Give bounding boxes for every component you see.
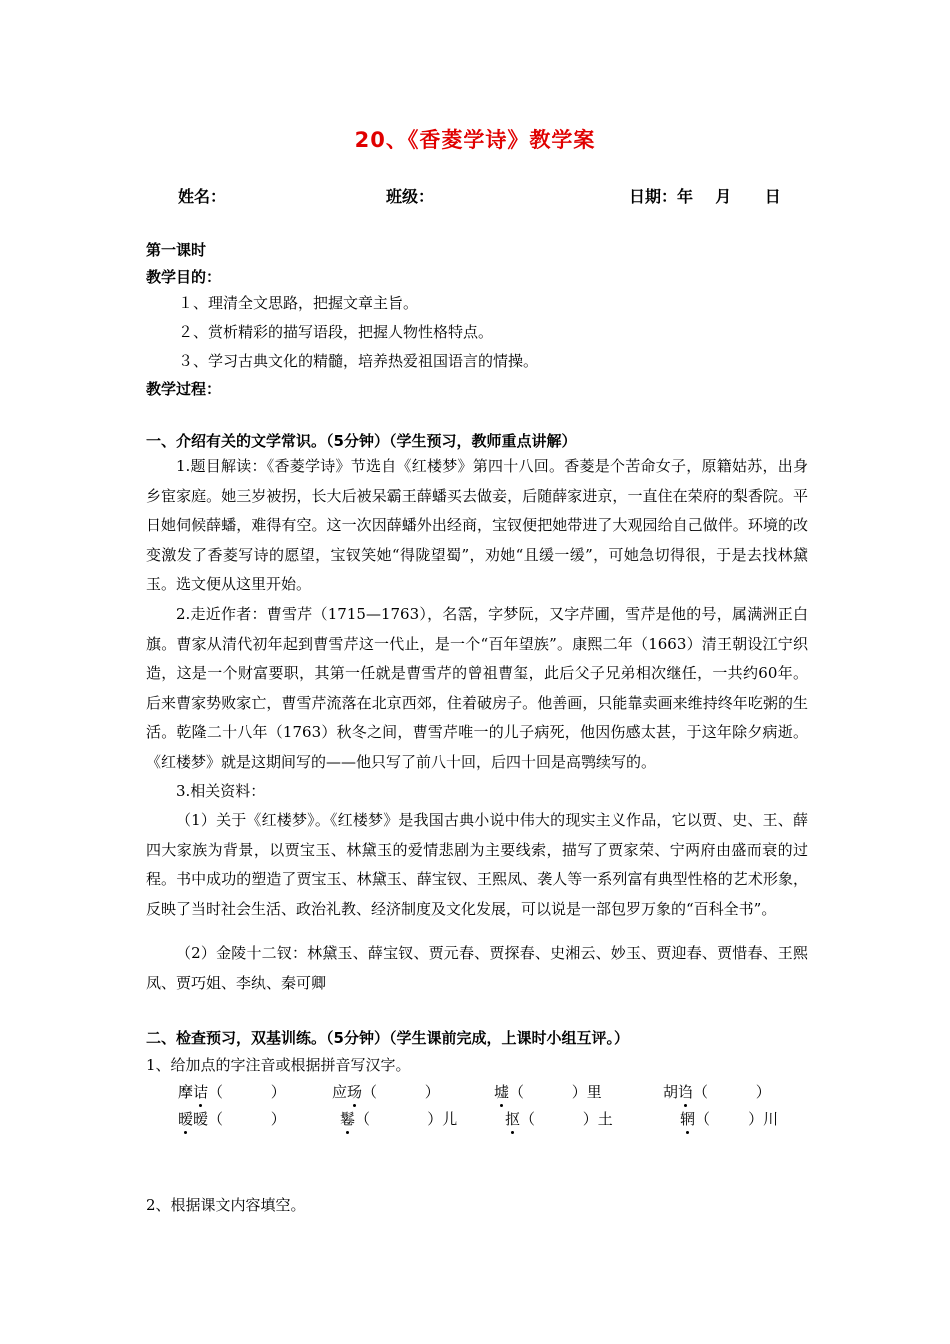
pinyin-item: 抠（ ）土 (505, 1110, 613, 1128)
question-1: 1、给加点的字注音或根据拼音写汉字。 (146, 1056, 411, 1074)
lesson-label: 第一课时 (146, 241, 207, 259)
goal-item: １、理清全文思路，把握文章主旨。 (178, 294, 419, 312)
pinyin-item: 墟（ ）里 (494, 1083, 602, 1101)
paragraph-title-explanation: 1.题目解读：《香菱学诗》节选自《红楼梦》第四十八回。香菱是个苦命女子，原籍姑苏，出身乡宦家庭。她三岁被拐，长大后被呆霸王薛蟠买去做妾，后随薛家进京，一直住在荣府的梨香院。平日她伺候薛蟠，难得有空。这一次因薛蟠外出经商，宝钗便把她带进了大观园给自己做伴。环境的改变激发了香菱写诗的愿望，宝钗笑她“得陇望蜀”，劝她“且缓一缓”，可她急切得很，于是去找林黛玉。选文便从这里开始。 (146, 457, 808, 593)
section2-heading: 二、检查预习，双基训练。（5分钟）（学生课前完成，上课时小组互评。） (146, 1029, 629, 1047)
pinyin-item: 应玚（ ） (332, 1083, 440, 1101)
pinyin-item: 暧暧（ ） (178, 1110, 286, 1128)
pinyin-row-1 (0, 1081, 950, 1107)
process-heading: 教学过程： (146, 380, 222, 398)
pinyin-item: 辋（ ）川 (680, 1110, 779, 1128)
date-label: 日期：年 月 日 (629, 187, 781, 206)
document-title: 20、《香菱学诗》教学案 (354, 128, 596, 152)
question-2: 2、根据课文内容填空。 (146, 1196, 306, 1214)
name-label: 姓名： (178, 187, 227, 206)
class-label: 班级： (386, 187, 435, 206)
pinyin-item: 摩诘（ ） (178, 1083, 286, 1101)
pinyin-item: 胡诌（ ） (663, 1083, 771, 1101)
goal-item: ２、赏析精彩的描写语段，把握人物性格特点。 (178, 323, 494, 341)
paragraph-twelve-beauties: （2）金陵十二钗：林黛玉、薛宝钗、贾元春、贾探春、史湘云、妙玉、贾迎春、贾惜春、王熙凤、贾巧姐、李纨、秦可卿 (146, 944, 808, 992)
goal-item: ３、学习古典文化的精髓，培养热爱祖国语言的情操。 (178, 352, 539, 370)
section1-heading: 一、介绍有关的文学常识。（5分钟）（学生预习，教师重点讲解） (146, 432, 577, 450)
pinyin-row-2 (0, 1108, 950, 1134)
paragraph-materials-heading: 3.相关资料： (176, 782, 266, 800)
goals-heading: 教学目的： (146, 268, 222, 286)
paragraph-author: 2.走近作者：曹雪芹（1715—1763），名霑，字梦阮，又字芹圃，雪芹是他的号，属满洲正白旗。曹家从清代初年起到曹雪芹这一代止，是一个“百年望族”。康熙二年（1663）清王朝设江宁织造，这是一个财富要职，其第一任就是曹雪芹的曾祖曹玺，此后父子兄弟相次继任，一共约60年。后来曹家势败家亡，曹雪芹流落在北京西郊，住着破房子。他善画，只能靠卖画来维持终年吃粥的生活。乾隆二十八年（1763）秋冬之间，曹雪芹唯一的儿子病死，他因伤感太甚，于这年除夕病逝。《红楼梦》就是这期间写的——他只写了前八十回，后四十回是高鹗续写的。 (146, 605, 808, 771)
paragraph-hongloumeng: （1）关于《红楼梦》。《红楼梦》是我国古典小说中伟大的现实主义作品，它以贾、史、王、薛四大家族为背景，以贾宝玉、林黛玉的爱情悲剧为主要线索，描写了贾家荣、宁两府由盛而衰的过程。书中成功的塑造了贾宝玉、林黛玉、薛宝钗、王熙凤、袭人等一系列富有典型性格的艺术形象，反映了当时社会生活、政治礼教、经济制度及文化发展，可以说是一部包罗万象的“百科全书”。 (146, 811, 808, 918)
pinyin-item: 鬈（ ）儿 (340, 1110, 458, 1128)
